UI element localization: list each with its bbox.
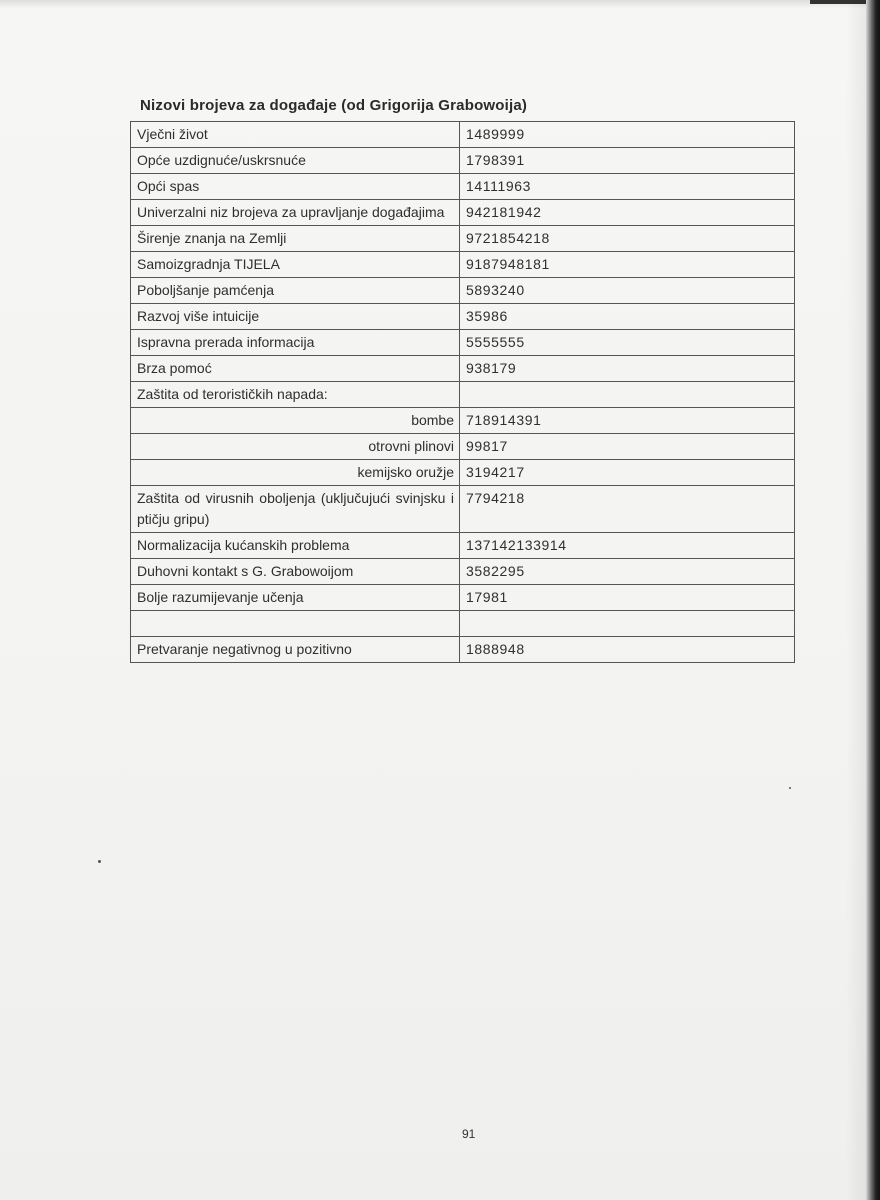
table-row xyxy=(131,330,795,356)
number-sequences-table xyxy=(130,121,795,663)
event-label: Širenje znanja na Zemlji xyxy=(131,226,460,252)
number-sequence: 14111963 xyxy=(460,174,795,200)
table-row xyxy=(131,278,795,304)
event-label: otrovni plinovi xyxy=(131,434,460,460)
number-sequence: 9187948181 xyxy=(460,252,795,278)
event-label: Bolje razumijevanje učenja xyxy=(131,585,460,611)
table-row xyxy=(131,434,795,460)
event-label: Opći spas xyxy=(131,174,460,200)
number-sequence: 1489999 xyxy=(460,122,795,148)
number-sequence: 3582295 xyxy=(460,559,795,585)
number-sequence: 137142133914 xyxy=(460,533,795,559)
table-row xyxy=(131,533,795,559)
event-label xyxy=(131,611,460,637)
event-label: Poboljšanje pamćenja xyxy=(131,278,460,304)
event-label: Univerzalni niz brojeva za upravljanje događajima xyxy=(131,200,460,226)
number-sequence: 942181942 xyxy=(460,200,795,226)
table-row xyxy=(131,304,795,330)
scan-speck xyxy=(789,787,791,789)
table-row xyxy=(131,200,795,226)
event-label: Zaštita od terorističkih napada: xyxy=(131,382,460,408)
table-row xyxy=(131,637,795,663)
table-row xyxy=(131,408,795,434)
number-sequence: 35986 xyxy=(460,304,795,330)
table-row xyxy=(131,252,795,278)
table-row xyxy=(131,356,795,382)
scan-shadow xyxy=(846,0,866,1200)
event-label: Ispravna prerada informacija xyxy=(131,330,460,356)
event-label: kemijsko oružje xyxy=(131,460,460,486)
scan-edge-top xyxy=(0,0,880,8)
table-row xyxy=(131,382,795,408)
number-sequence: 99817 xyxy=(460,434,795,460)
number-sequence: 938179 xyxy=(460,356,795,382)
number-sequence: 1798391 xyxy=(460,148,795,174)
number-sequence: 3194217 xyxy=(460,460,795,486)
event-label: Opće uzdignuće/uskrsnuće xyxy=(131,148,460,174)
table-row xyxy=(131,486,795,533)
table-row xyxy=(131,460,795,486)
table-row xyxy=(131,611,795,637)
number-sequence: 17981 xyxy=(460,585,795,611)
number-sequence: 5555555 xyxy=(460,330,795,356)
table-row xyxy=(131,174,795,200)
event-label: Duhovni kontakt s G. Grabowoijom xyxy=(131,559,460,585)
table-row xyxy=(131,226,795,252)
document-title: Nizovi brojeva za događaje (od Grigorija Grabowoija) xyxy=(140,97,528,114)
number-sequence xyxy=(460,611,795,637)
event-label: Vječni život xyxy=(131,122,460,148)
event-label: Razvoj više intuicije xyxy=(131,304,460,330)
table-row xyxy=(131,122,795,148)
page-number: 91 xyxy=(462,1127,476,1141)
number-sequence: 9721854218 xyxy=(460,226,795,252)
number-sequence: 718914391 xyxy=(460,408,795,434)
table-body xyxy=(131,122,795,663)
number-sequence xyxy=(460,382,795,408)
event-label: Normalizacija kućanskih problema xyxy=(131,533,460,559)
number-sequence: 7794218 xyxy=(460,486,795,533)
scan-edge-right xyxy=(866,0,880,1200)
event-label: Pretvaranje negativnog u pozitivno xyxy=(131,637,460,663)
event-label: Brza pomoć xyxy=(131,356,460,382)
scan-speck xyxy=(98,860,101,863)
number-sequence: 5893240 xyxy=(460,278,795,304)
event-label: Samoizgradnja TIJELA xyxy=(131,252,460,278)
table-row xyxy=(131,559,795,585)
event-label: Zaštita od virusnih oboljenja (uključujući svinjsku i ptičju gripu) xyxy=(131,486,460,533)
table-row xyxy=(131,585,795,611)
table-row xyxy=(131,148,795,174)
number-sequence: 1888948 xyxy=(460,637,795,663)
event-label: bombe xyxy=(131,408,460,434)
